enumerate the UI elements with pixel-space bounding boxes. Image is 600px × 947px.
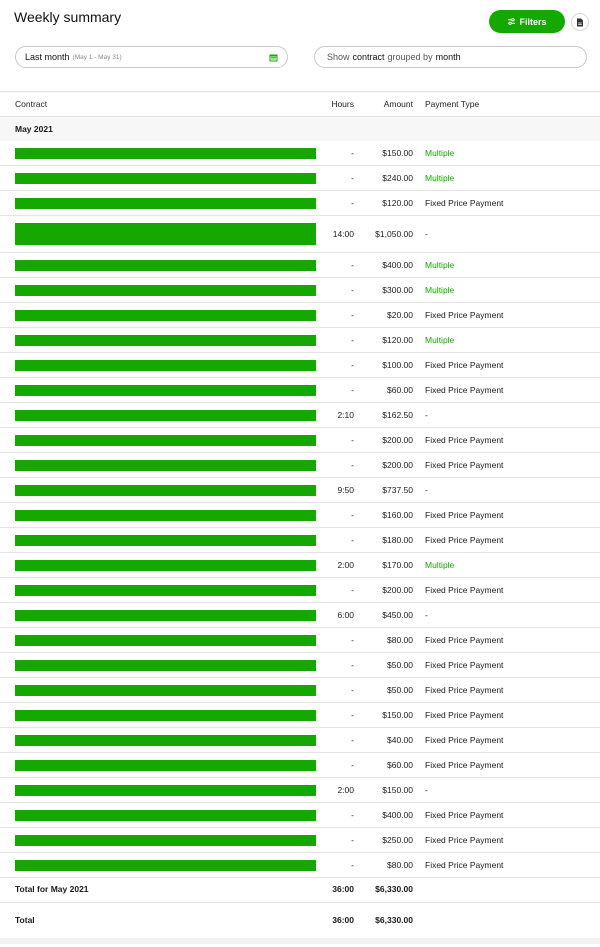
group-total-hours: 36:00 [332, 884, 354, 894]
table-row[interactable] [0, 528, 600, 553]
table-row[interactable] [0, 828, 600, 853]
amount-cell: $100.00 [382, 360, 413, 370]
column-hours[interactable]: Hours [331, 99, 354, 109]
contract-name-redacted[interactable] [15, 535, 316, 546]
hours-cell: - [351, 385, 354, 395]
payment-type-cell[interactable]: Multiple [425, 148, 455, 158]
payment-type-cell: Fixed Price Payment [425, 735, 504, 745]
amount-cell: $50.00 [387, 660, 413, 670]
amount-cell: $250.00 [382, 835, 413, 845]
table-row[interactable] [0, 678, 600, 703]
amount-cell: $150.00 [382, 710, 413, 720]
table-row[interactable] [0, 603, 600, 628]
hours-cell: - [351, 435, 354, 445]
amount-cell: $120.00 [382, 335, 413, 345]
payment-type-cell: Fixed Price Payment [425, 510, 504, 520]
group-middle: grouped by [387, 52, 433, 62]
group-field: contract [352, 52, 385, 62]
payment-type-cell: - [425, 410, 428, 420]
amount-cell: $240.00 [382, 173, 413, 183]
group-total-row [0, 878, 600, 903]
grand-total-row [0, 903, 600, 944]
payment-type-cell: Fixed Price Payment [425, 435, 504, 445]
table-row[interactable] [0, 303, 600, 328]
group-total-amount: $6,330.00 [375, 884, 413, 894]
hours-cell: - [351, 260, 354, 270]
hours-cell: 2:10 [337, 410, 354, 420]
contract-name-redacted[interactable] [15, 435, 316, 446]
group-total-label: Total for May 2021 [15, 884, 89, 894]
page-header [14, 8, 590, 38]
contract-name-redacted[interactable] [15, 198, 316, 209]
table-row[interactable] [0, 703, 600, 728]
amount-cell: $150.00 [382, 785, 413, 795]
table-row[interactable] [0, 403, 600, 428]
hours-cell: - [351, 860, 354, 870]
filters-label: Filters [519, 16, 547, 27]
payment-type-cell: Fixed Price Payment [425, 760, 504, 770]
table-row[interactable] [0, 503, 600, 528]
amount-cell: $150.00 [382, 148, 413, 158]
amount-cell: $300.00 [382, 285, 413, 295]
contract-name-redacted[interactable] [15, 260, 316, 271]
contract-name-redacted[interactable] [15, 285, 316, 296]
table-row[interactable] [0, 216, 600, 253]
contract-name-redacted[interactable] [15, 360, 316, 371]
hours-cell: - [351, 535, 354, 545]
calendar-icon [269, 53, 278, 62]
amount-cell: $200.00 [382, 585, 413, 595]
page-title: Weekly summary [14, 9, 122, 25]
payment-type-cell: - [425, 229, 428, 239]
date-range-select[interactable] [15, 46, 288, 68]
amount-cell: $80.00 [387, 860, 413, 870]
hours-cell: 9:50 [337, 485, 354, 495]
contract-name-redacted[interactable] [15, 735, 316, 746]
contract-name-redacted[interactable] [15, 310, 316, 321]
table-row[interactable] [0, 453, 600, 478]
amount-cell: $40.00 [387, 735, 413, 745]
contract-name-redacted[interactable] [15, 335, 316, 346]
amount-cell: $200.00 [382, 460, 413, 470]
column-contract[interactable]: Contract [15, 99, 48, 109]
payment-type-cell[interactable]: Multiple [425, 335, 455, 345]
column-amount[interactable]: Amount [383, 99, 413, 109]
grand-total-label: Total [15, 915, 35, 925]
table-row[interactable] [0, 803, 600, 828]
export-button[interactable] [571, 13, 589, 31]
hours-cell: - [351, 660, 354, 670]
amount-cell: $170.00 [382, 560, 413, 570]
payment-type-cell: Fixed Price Payment [425, 585, 504, 595]
amount-cell: $60.00 [387, 385, 413, 395]
sliders-icon [507, 17, 516, 26]
payment-type-cell: Fixed Price Payment [425, 635, 504, 645]
amount-cell: $120.00 [382, 198, 413, 208]
payment-type-cell: Fixed Price Payment [425, 310, 504, 320]
hours-cell: - [351, 585, 354, 595]
payment-type-cell[interactable]: Multiple [425, 260, 455, 270]
hours-cell: - [351, 285, 354, 295]
payment-type-cell: Fixed Price Payment [425, 460, 504, 470]
table-row[interactable] [0, 578, 600, 603]
table-row[interactable] [0, 278, 600, 303]
contract-name-redacted[interactable] [15, 223, 316, 245]
payment-type-cell: Fixed Price Payment [425, 385, 504, 395]
table-row[interactable] [0, 141, 600, 166]
payment-type-cell: Fixed Price Payment [425, 710, 504, 720]
table-row[interactable] [0, 853, 600, 878]
hours-cell: - [351, 460, 354, 470]
hours-cell: - [351, 510, 354, 520]
payment-type-cell[interactable]: Multiple [425, 285, 455, 295]
table-row[interactable] [0, 328, 600, 353]
payment-type-cell: Fixed Price Payment [425, 860, 504, 870]
table-row[interactable] [0, 778, 600, 803]
hours-cell: - [351, 810, 354, 820]
amount-cell: $50.00 [387, 685, 413, 695]
contract-name-redacted[interactable] [15, 148, 316, 159]
payment-type-cell: Fixed Price Payment [425, 685, 504, 695]
table-row[interactable] [0, 478, 600, 503]
contract-name-redacted[interactable] [15, 610, 316, 621]
hours-cell: - [351, 685, 354, 695]
document-icon [576, 18, 584, 27]
hours-cell: - [351, 635, 354, 645]
grand-total-amount: $6,330.00 [375, 915, 413, 925]
contract-name-redacted[interactable] [15, 560, 316, 571]
payment-type-cell: Fixed Price Payment [425, 535, 504, 545]
contract-name-redacted[interactable] [15, 785, 316, 796]
amount-cell: $1,050.00 [375, 229, 413, 239]
table-body [0, 141, 600, 878]
hours-cell: - [351, 760, 354, 770]
hours-cell: 14:00 [332, 229, 354, 239]
contract-name-redacted[interactable] [15, 510, 316, 521]
payment-type-cell: Fixed Price Payment [425, 660, 504, 670]
contract-name-redacted[interactable] [15, 410, 316, 421]
hours-cell: - [351, 835, 354, 845]
amount-cell: $400.00 [382, 810, 413, 820]
hours-cell: 6:00 [337, 610, 354, 620]
payment-type-cell: Fixed Price Payment [425, 835, 504, 845]
hours-cell: 2:00 [337, 560, 354, 570]
table-row[interactable] [0, 253, 600, 278]
contract-name-redacted[interactable] [15, 760, 316, 771]
group-header [0, 117, 600, 141]
group-period: month [435, 52, 461, 62]
table-row[interactable] [0, 353, 600, 378]
table-row[interactable] [0, 728, 600, 753]
amount-cell: $60.00 [387, 760, 413, 770]
payment-type-cell: Fixed Price Payment [425, 360, 504, 370]
contract-name-redacted[interactable] [15, 685, 316, 696]
table-row[interactable] [0, 753, 600, 778]
table-row[interactable] [0, 428, 600, 453]
contract-name-redacted[interactable] [15, 635, 316, 646]
payment-type-cell: Fixed Price Payment [425, 198, 504, 208]
contract-name-redacted[interactable] [15, 810, 316, 821]
hours-cell: - [351, 710, 354, 720]
payment-type-cell: - [425, 610, 428, 620]
amount-cell: $180.00 [382, 535, 413, 545]
table-row[interactable] [0, 653, 600, 678]
group-by-select[interactable] [314, 46, 587, 68]
payment-type-cell[interactable]: Multiple [425, 173, 455, 183]
hours-cell: - [351, 148, 354, 158]
group-label: May 2021 [15, 124, 53, 134]
filters-button[interactable] [489, 10, 565, 33]
contract-name-redacted[interactable] [15, 835, 316, 846]
hours-cell: - [351, 310, 354, 320]
amount-cell: $160.00 [382, 510, 413, 520]
table-row[interactable] [0, 553, 600, 578]
contract-name-redacted[interactable] [15, 585, 316, 596]
amount-cell: $737.50 [382, 485, 413, 495]
hours-cell: 2:00 [337, 785, 354, 795]
grand-total-hours: 36:00 [332, 915, 354, 925]
table-row[interactable] [0, 191, 600, 216]
column-payment-type[interactable]: Payment Type [425, 99, 480, 109]
date-range-dates: (May 1 - May 31) [72, 53, 122, 61]
contract-name-redacted[interactable] [15, 460, 316, 471]
hours-cell: - [351, 735, 354, 745]
hours-cell: - [351, 198, 354, 208]
date-range-label: Last month [25, 52, 70, 62]
contract-name-redacted[interactable] [15, 485, 316, 496]
hours-cell: - [351, 335, 354, 345]
contract-name-redacted[interactable] [15, 385, 316, 396]
amount-cell: $80.00 [387, 635, 413, 645]
group-prefix: Show [327, 52, 350, 62]
table-header [0, 91, 600, 117]
payment-type-cell: - [425, 785, 428, 795]
contract-name-redacted[interactable] [15, 660, 316, 671]
table-row[interactable] [0, 378, 600, 403]
amount-cell: $20.00 [387, 310, 413, 320]
amount-cell: $200.00 [382, 435, 413, 445]
hours-cell: - [351, 360, 354, 370]
amount-cell: $400.00 [382, 260, 413, 270]
payment-type-cell: Fixed Price Payment [425, 810, 504, 820]
contract-name-redacted[interactable] [15, 173, 316, 184]
contract-name-redacted[interactable] [15, 710, 316, 721]
contract-name-redacted[interactable] [15, 860, 316, 871]
summary-table [0, 91, 600, 944]
hours-cell: - [351, 173, 354, 183]
amount-cell: $162.50 [382, 410, 413, 420]
payment-type-cell: - [425, 485, 428, 495]
table-row[interactable] [0, 166, 600, 191]
table-row[interactable] [0, 628, 600, 653]
amount-cell: $450.00 [382, 610, 413, 620]
payment-type-cell[interactable]: Multiple [425, 560, 455, 570]
